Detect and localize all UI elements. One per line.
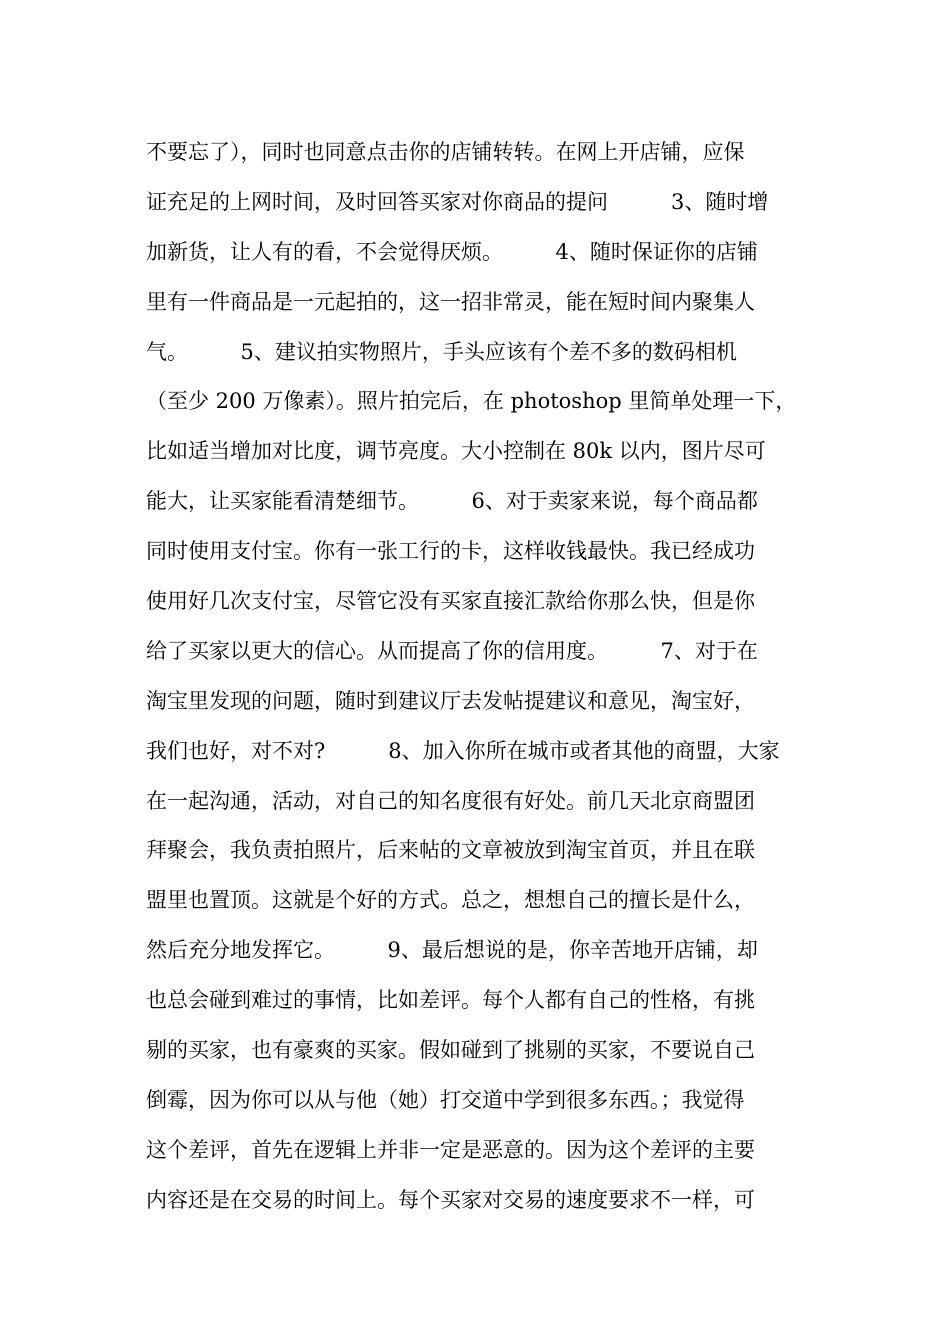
text-line: 盟里也置顶。这就是个好的方式。总之，想想自己的擅长是什么， <box>146 888 755 913</box>
text-line: 给了买家以更大的信心。从而提高了你的信用度。 7、对于在 <box>146 638 758 663</box>
text-line: 然后充分地发挥它。 9、最后想说的是，你辛苦地开店铺，却 <box>146 938 758 963</box>
body-text <box>146 128 826 1226</box>
text-line: 里有一件商品是一元起拍的，这一招非常灵，能在短时间内聚集人 <box>146 289 755 314</box>
text-line: （至少 200 万像素）。照片拍完后，在 photoshop 里简单处理一下， <box>146 389 797 414</box>
text-line: 比如适当增加对比度，调节亮度。大小控制在 80k 以内，图片尽可 <box>146 439 766 464</box>
text-line: 不要忘了），同时也同意点击你的店铺转转。在网上开店铺，应保 <box>146 140 745 164</box>
text-line: 这个差评，首先在逻辑上并非一定是恶意的。因为这个差评的主要 <box>146 1137 755 1162</box>
text-line: 使用好几次支付宝，尽管它没有买家直接汇款给你那么快，但是你 <box>146 589 755 614</box>
text-line: 拜聚会，我负责拍照片，后来帖的文章被放到淘宝首页，并且在联 <box>146 838 755 863</box>
text-line: 剔的买家，也有豪爽的买家。假如碰到了挑剔的买家，不要说自己 <box>146 1038 755 1063</box>
text-line: 也总会碰到难过的事情，比如差评。每个人都有自己的性格，有挑 <box>146 988 755 1013</box>
text-line: 能大，让买家能看清楚细节。 6、对于卖家来说，每个商品都 <box>146 489 758 514</box>
text-line: 内容还是在交易的时间上。每个买家对交易的速度要求不一样，可 <box>146 1187 755 1212</box>
text-line: 倒霉，因为你可以从与他（她）打交道中学到很多东西。；我觉得 <box>146 1087 745 1112</box>
text-line: 淘宝里发现的问题，随时到建议厅去发帖提建议和意见，淘宝好， <box>146 688 755 713</box>
text-line: 气。 5、建议拍实物照片，手头应该有个差不多的数码相机 <box>146 339 737 364</box>
text-line: 在一起沟通，活动，对自己的知名度很有好处。前几天北京商盟团 <box>146 788 755 813</box>
text-line: 加新货，让人有的看，不会觉得厌烦。 4、随时保证你的店铺 <box>146 239 758 264</box>
text-line: 同时使用支付宝。你有一张工行的卡，这样收钱最快。我已经成功 <box>146 539 755 564</box>
text-line: 证充足的上网时间，及时回答买家对你商品的提问 3、随时增 <box>146 189 769 214</box>
text-line: 我们也好，对不对? 8、加入你所在城市或者其他的商盟，大家 <box>146 738 780 763</box>
